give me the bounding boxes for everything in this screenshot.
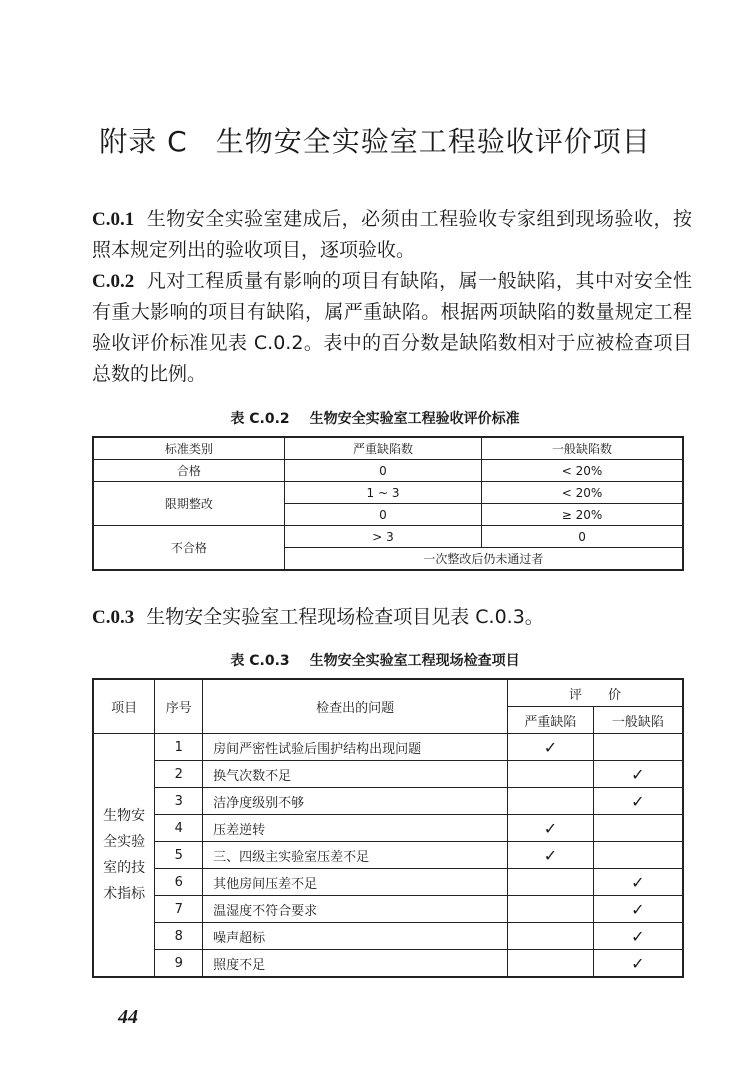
caption-text: 生物安全实验室工程现场检查项目 [309, 653, 520, 669]
check-icon: ✓ [543, 737, 558, 757]
page-number: 44 [118, 1006, 138, 1028]
check-icon: ✓ [631, 953, 645, 973]
clause-text: 生物安全实验室建成后，必须由工程验收专家组到现场验收，按照本规定列出的验收项目，逐项验收。 [92, 208, 692, 261]
table-row [93, 869, 683, 896]
category-cell: 生物安全实验室的技术指标 [93, 734, 155, 978]
check-icon: ✓ [631, 764, 645, 784]
page-title [0, 120, 750, 160]
header-cell: 严重缺陷数 [284, 437, 481, 460]
general-cell [593, 761, 683, 788]
table-row [93, 734, 683, 761]
clause-c02 [92, 266, 692, 390]
general-cell [593, 788, 683, 815]
table-body [93, 734, 683, 978]
table-c02-caption [0, 408, 750, 428]
table-row [93, 460, 683, 482]
severe-cell: 0 [284, 460, 481, 482]
row-number-cell: 2 [155, 761, 203, 788]
table-header-row [93, 679, 683, 707]
problem-cell: 照度不足 [203, 950, 508, 978]
severe-cell [508, 761, 594, 788]
severe-cell [508, 842, 594, 869]
table-row [93, 526, 683, 548]
severe-cell: > 3 [284, 526, 481, 548]
check-icon: ✓ [631, 791, 645, 811]
problem-cell: 房间严密性试验后围护结构出现问题 [203, 734, 508, 761]
header-cell: 检查出的问题 [203, 679, 508, 734]
clause-number: C.0.3 [92, 607, 135, 628]
clause-text: 凡对工程质量有影响的项目有缺陷，属一般缺陷，其中对安全性有重大影响的项目有缺陷，属严重缺陷。根据两项缺陷的数量规定工程验收评价标准见表 C.0.2。表中的百分数是缺陷数相对于应被检查项目总数的比例。 [92, 270, 692, 385]
row-number-cell: 1 [155, 734, 203, 761]
general-cell [593, 896, 683, 923]
general-cell [593, 869, 683, 896]
problem-cell: 换气次数不足 [203, 761, 508, 788]
problem-cell: 三、四级主实验室压差不足 [203, 842, 508, 869]
note-cell: 一次整改后仍未通过者 [284, 548, 683, 571]
caption-text: 生物安全实验室工程验收评价标准 [309, 411, 520, 427]
row-number-cell: 9 [155, 950, 203, 978]
severe-cell [508, 788, 594, 815]
clause-c01 [92, 204, 692, 266]
clause-c03 [92, 602, 692, 633]
header-cell: 标准类别 [93, 437, 284, 460]
check-icon: ✓ [631, 926, 645, 946]
severe-cell [508, 869, 594, 896]
problem-cell: 温湿度不符合要求 [203, 896, 508, 923]
general-cell [593, 815, 683, 842]
table-row [93, 788, 683, 815]
evaluation-standard-table [92, 436, 684, 571]
general-cell: ≥ 20% [482, 504, 683, 526]
general-cell [593, 842, 683, 869]
row-number-cell: 3 [155, 788, 203, 815]
severe-cell [508, 896, 594, 923]
clause-number: C.0.2 [92, 271, 135, 292]
severe-cell: 0 [284, 504, 481, 526]
row-number-cell: 8 [155, 923, 203, 950]
check-icon: ✓ [543, 818, 558, 838]
severe-cell: 1 ~ 3 [284, 482, 481, 504]
table-row [93, 896, 683, 923]
clause-number: C.0.1 [92, 209, 135, 230]
general-cell: 0 [482, 526, 683, 548]
row-number-cell: 7 [155, 896, 203, 923]
severe-cell [508, 734, 594, 761]
problem-cell: 压差逆转 [203, 815, 508, 842]
check-icon: ✓ [631, 899, 645, 919]
severe-cell [508, 923, 594, 950]
appendix-title: 生物安全实验室工程验收评价项目 [215, 125, 651, 158]
table-row [93, 923, 683, 950]
check-icon: ✓ [543, 845, 558, 865]
row-number-cell: 5 [155, 842, 203, 869]
problem-cell: 其他房间压差不足 [203, 869, 508, 896]
row-number-cell: 4 [155, 815, 203, 842]
header-cell: 一般缺陷数 [482, 437, 683, 460]
header-cell: 序号 [155, 679, 203, 734]
general-cell [593, 923, 683, 950]
severe-cell [508, 815, 594, 842]
problem-cell: 噪声超标 [203, 923, 508, 950]
problem-cell: 洁净度级别不够 [203, 788, 508, 815]
caption-number: 表 C.0.2 [230, 411, 290, 427]
table-row [93, 842, 683, 869]
severe-cell [508, 950, 594, 978]
header-cell: 一般缺陷 [593, 707, 683, 734]
site-inspection-table [92, 678, 684, 978]
table-c03-caption [0, 650, 750, 670]
table-row [93, 815, 683, 842]
clause-text: 生物安全实验室工程现场检查项目见表 C.0.3。 [146, 606, 544, 628]
category-cell: 限期整改 [93, 482, 284, 526]
row-number-cell: 6 [155, 869, 203, 896]
general-cell: < 20% [482, 460, 683, 482]
table-row [93, 482, 683, 504]
check-icon: ✓ [631, 872, 645, 892]
table-row [93, 950, 683, 978]
category-cell: 不合格 [93, 526, 284, 571]
header-cell: 严重缺陷 [508, 707, 594, 734]
appendix-label: 附录 C [99, 125, 188, 158]
header-cell: 项目 [93, 679, 155, 734]
general-cell [593, 950, 683, 978]
general-cell: < 20% [482, 482, 683, 504]
category-cell: 合格 [93, 460, 284, 482]
general-cell [593, 734, 683, 761]
caption-number: 表 C.0.3 [230, 653, 290, 669]
table-header-row [93, 437, 683, 460]
table-row [93, 761, 683, 788]
header-cell: 评 价 [508, 679, 683, 707]
